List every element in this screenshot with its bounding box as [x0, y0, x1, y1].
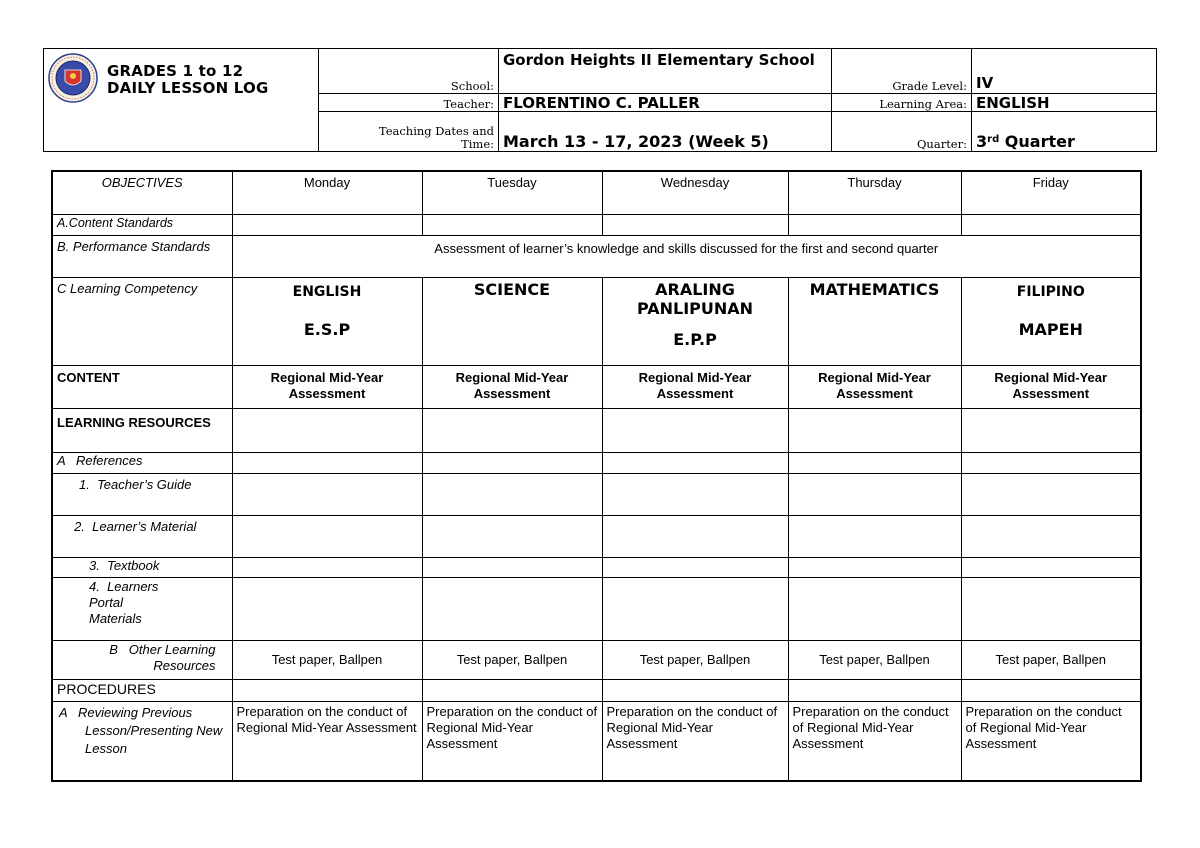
reviewing-wednesday: Preparation on the conduct of Regional Mid-Year Assessment: [602, 701, 788, 781]
header-title-line1: GRADES 1 to 12: [107, 62, 244, 80]
learning-resources-label: LEARNING RESOURCES: [52, 408, 232, 452]
objectives-header: OBJECTIVES: [52, 171, 232, 214]
other-resources-tuesday: Test paper, Ballpen: [422, 640, 602, 679]
other-resources-wednesday: Test paper, Ballpen: [602, 640, 788, 679]
references-label: A References: [52, 452, 232, 473]
day-header-thursday: Thursday: [788, 171, 961, 214]
competency-wednesday-subject2: E.P.P: [673, 329, 717, 349]
other-resources-thursday: Test paper, Ballpen: [788, 640, 961, 679]
portal-materials-text: Learners Portal Materials: [89, 578, 159, 626]
learning-resources-friday: [961, 408, 1141, 452]
competency-friday: [961, 277, 1141, 365]
other-resources-label: B Other Learning Resources: [52, 640, 232, 679]
portal-materials-number: 4.: [89, 578, 100, 594]
reviewing-monday: Preparation on the conduct of Regional Mid-Year Assessment: [232, 701, 422, 781]
textbook-thursday: [788, 557, 961, 577]
table-row: [52, 214, 1141, 235]
procedures-thursday: [788, 679, 961, 701]
table-row: [52, 577, 1141, 640]
teachers-guide-tuesday: [422, 473, 602, 515]
competency-monday: [232, 277, 422, 365]
portal-materials-tuesday: [422, 577, 602, 640]
content-standards-wednesday: [602, 214, 788, 235]
references-thursday: [788, 452, 961, 473]
learners-material-wednesday: [602, 515, 788, 557]
learning-area-value: ENGLISH: [972, 94, 1157, 112]
table-row: [52, 701, 1141, 781]
competency-tuesday-subject1: SCIENCE: [473, 279, 551, 299]
portal-materials-monday: [232, 577, 422, 640]
table-row: [52, 557, 1141, 577]
learning-area-label: Learning Area:: [832, 94, 972, 112]
learning-resources-tuesday: [422, 408, 602, 452]
learners-material-number: 2.: [74, 518, 85, 534]
textbook-tuesday: [422, 557, 602, 577]
references-tuesday: [422, 452, 602, 473]
portal-materials-thursday: [788, 577, 961, 640]
content-standards-friday: [961, 214, 1141, 235]
reviewing-tuesday: Preparation on the conduct of Regional Mid-Year Assessment: [422, 701, 602, 781]
day-header-friday: Friday: [961, 171, 1141, 214]
teachers-guide-friday: [961, 473, 1141, 515]
competency-tuesday: [422, 277, 602, 365]
teachers-guide-label: [52, 473, 232, 515]
textbook-number: 3.: [89, 557, 100, 573]
header-title-line2: DAILY LESSON LOG: [107, 79, 269, 97]
other-resources-monday: Test paper, Ballpen: [232, 640, 422, 679]
learners-material-text: Learner’s Material: [92, 518, 197, 534]
quarter-suffix: rd: [987, 134, 1000, 145]
performance-standards-label: B. Performance Standards: [52, 235, 232, 277]
reviewing-thursday: Preparation on the conduct of Regional Mid-Year Assessment: [788, 701, 961, 781]
table-row: [52, 452, 1141, 473]
content-standards-thursday: [788, 214, 961, 235]
learning-resources-wednesday: [602, 408, 788, 452]
procedures-friday: [961, 679, 1141, 701]
reviewing-friday: Preparation on the conduct of Regional Mid-Year Assessment: [961, 701, 1141, 781]
learners-material-monday: [232, 515, 422, 557]
table-row: [52, 365, 1141, 408]
header-title: [107, 63, 269, 97]
table-header-row: [52, 171, 1141, 214]
table-row: [52, 408, 1141, 452]
content-standards-label: A.Content Standards: [52, 214, 232, 235]
learners-material-label: [52, 515, 232, 557]
competency-friday-subject1: FILIPINO: [1016, 283, 1085, 300]
textbook-monday: [232, 557, 422, 577]
day-header-wednesday: Wednesday: [602, 171, 788, 214]
quarter-label: Quarter:: [832, 112, 972, 152]
portal-materials-friday: [961, 577, 1141, 640]
grade-level-value: IV: [972, 49, 1157, 94]
other-resources-friday: Test paper, Ballpen: [961, 640, 1141, 679]
content-tuesday: Regional Mid-Year Assessment: [422, 365, 602, 408]
textbook-label: [52, 557, 232, 577]
quarter-word: Quarter: [999, 132, 1075, 151]
lesson-log-table: [51, 170, 1142, 782]
textbook-wednesday: [602, 557, 788, 577]
competency-wednesday-subject1: ARALING PANLIPUNAN: [636, 279, 754, 318]
content-wednesday: Regional Mid-Year Assessment: [602, 365, 788, 408]
teachers-guide-number: 1.: [78, 476, 90, 492]
teachers-guide-wednesday: [602, 473, 788, 515]
reviewing-label: A Reviewing Previous Lesson/Presenting New Lesson: [52, 701, 232, 781]
learners-material-tuesday: [422, 515, 602, 557]
school-value: Gordon Heights II Elementary School: [499, 49, 832, 94]
portal-materials-wednesday: [602, 577, 788, 640]
references-friday: [961, 452, 1141, 473]
quarter-number: 3: [976, 132, 988, 151]
teacher-label: Teacher:: [319, 94, 499, 112]
teachers-guide-text: Teacher’s Guide: [97, 476, 192, 492]
header-title-cell: [44, 49, 319, 152]
competency-thursday-subject1: MATHEMATICS: [809, 279, 940, 299]
teaching-dates-value: March 13 - 17, 2023 (Week 5): [499, 112, 832, 152]
table-row: [52, 235, 1141, 277]
competency-friday-subject2: MAPEH: [1018, 319, 1083, 339]
procedures-tuesday: [422, 679, 602, 701]
competency-monday-subject1: ENGLISH: [292, 283, 362, 300]
learning-resources-monday: [232, 408, 422, 452]
table-row: [52, 679, 1141, 701]
content-monday: Regional Mid-Year Assessment: [232, 365, 422, 408]
content-standards-monday: [232, 214, 422, 235]
procedures-monday: [232, 679, 422, 701]
learning-competency-label: C Learning Competency: [52, 277, 232, 365]
content-friday: Regional Mid-Year Assessment: [961, 365, 1141, 408]
table-row: [52, 277, 1141, 365]
deped-seal-icon: [48, 53, 98, 103]
references-monday: [232, 452, 422, 473]
competency-wednesday: [602, 277, 788, 365]
teaching-dates-label: Teaching Dates and Time:: [319, 112, 499, 152]
table-row: [52, 473, 1141, 515]
quarter-value: [972, 112, 1157, 152]
references-wednesday: [602, 452, 788, 473]
performance-standards-value: Assessment of learner’s knowledge and skills discussed for the first and second quarter: [232, 235, 1141, 277]
header-table: [43, 48, 1157, 152]
teachers-guide-monday: [232, 473, 422, 515]
school-label: School:: [319, 49, 499, 94]
content-label: CONTENT: [52, 365, 232, 408]
textbook-text: Textbook: [107, 557, 160, 573]
competency-monday-subject2: E.S.P: [303, 319, 351, 339]
teachers-guide-thursday: [788, 473, 961, 515]
procedures-label: PROCEDURES: [52, 679, 232, 701]
learners-material-thursday: [788, 515, 961, 557]
grade-level-label: Grade Level:: [832, 49, 972, 94]
day-header-tuesday: Tuesday: [422, 171, 602, 214]
day-header-monday: Monday: [232, 171, 422, 214]
content-thursday: Regional Mid-Year Assessment: [788, 365, 961, 408]
procedures-wednesday: [602, 679, 788, 701]
portal-materials-label: [52, 577, 232, 640]
content-standards-tuesday: [422, 214, 602, 235]
textbook-friday: [961, 557, 1141, 577]
learning-resources-thursday: [788, 408, 961, 452]
table-row: [52, 515, 1141, 557]
learners-material-friday: [961, 515, 1141, 557]
table-row: [52, 640, 1141, 679]
competency-thursday: [788, 277, 961, 365]
teacher-value: FLORENTINO C. PALLER: [499, 94, 832, 112]
